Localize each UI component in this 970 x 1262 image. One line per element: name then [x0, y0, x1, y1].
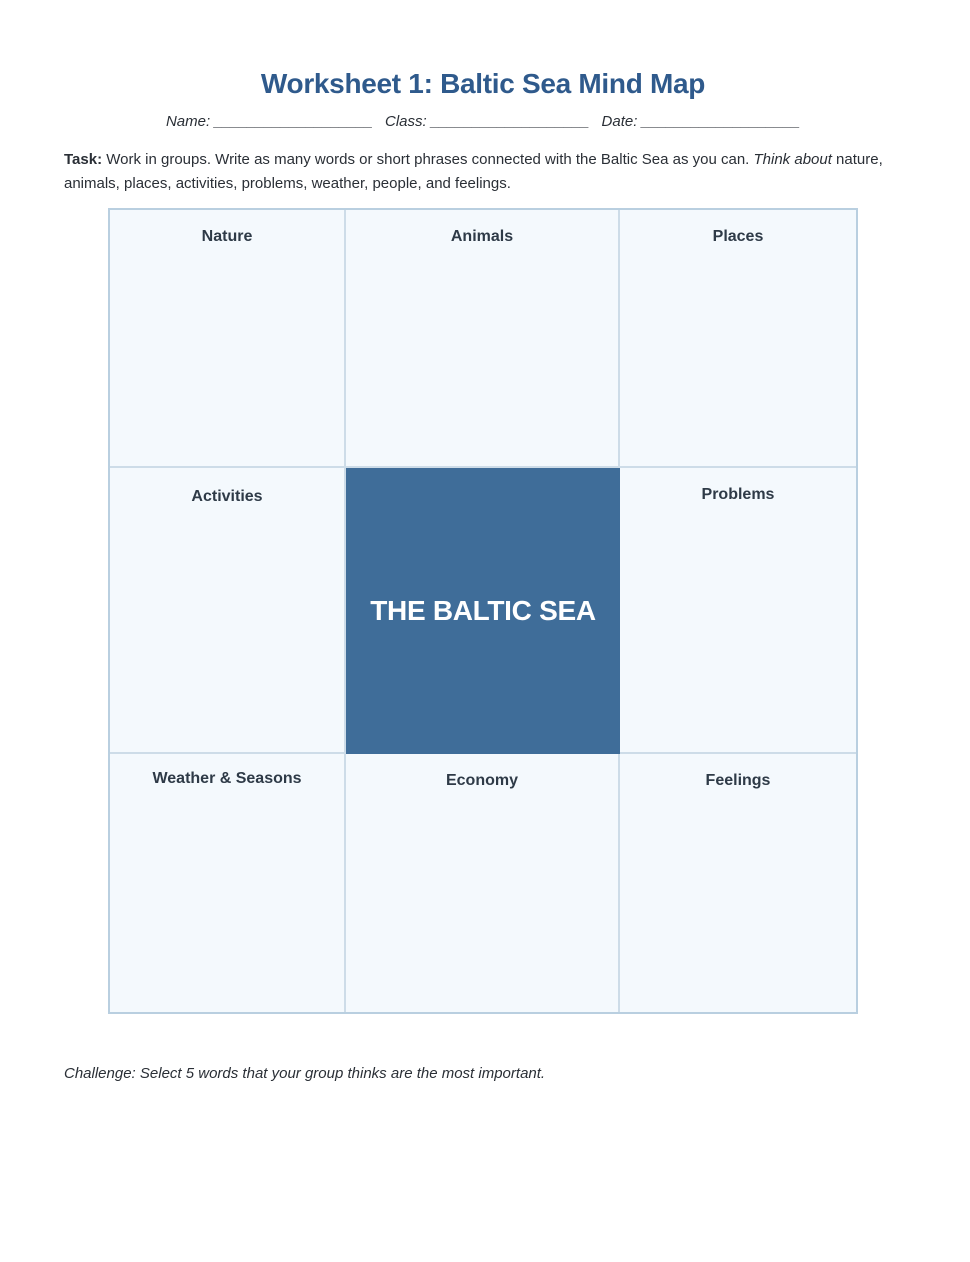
category-label-feelings: Feelings [705, 772, 771, 789]
category-label-activities: Activities [191, 488, 263, 505]
worksheet-title: Worksheet 1: Baltic Sea Mind Map [260, 68, 706, 99]
date-field[interactable]: Date: ___________________ [601, 113, 801, 130]
category-box-activities[interactable] [110, 468, 346, 754]
category-box-feelings[interactable] [620, 754, 856, 1012]
center-topic-box [346, 468, 620, 754]
task-label: Task: [64, 151, 103, 168]
category-label-problems: Problems [701, 486, 775, 503]
category-box-places[interactable] [620, 210, 856, 468]
name-field[interactable]: Name: ___________________ [165, 113, 373, 130]
category-box-problems[interactable] [620, 468, 856, 754]
challenge-text: Challenge: Select 5 words that your group thinks are the most important. [64, 1065, 546, 1082]
task-text: Work in groups. Write as many words or short phrases connected with the Baltic Sea as you can. [102, 151, 754, 168]
category-box-economy[interactable] [346, 754, 620, 1012]
task-text-continued: nature, animals, places, activities, problems, weather, people, and feelings. [64, 151, 883, 192]
category-label-economy: Economy [445, 772, 518, 789]
class-field[interactable]: Class: ___________________ [384, 113, 590, 130]
task-instructions [64, 148, 904, 196]
category-label-nature: Nature [201, 228, 253, 245]
category-box-nature[interactable] [110, 210, 346, 468]
student-info-line [0, 113, 966, 130]
mind-map-grid [108, 208, 858, 1014]
category-box-weather-seasons[interactable] [110, 754, 346, 1012]
category-label-weather-seasons: Weather & Seasons [152, 770, 302, 787]
category-box-animals[interactable] [346, 210, 620, 468]
center-topic-label: THE BALTIC SEA [370, 595, 596, 626]
category-label-animals: Animals [450, 228, 514, 245]
category-label-places: Places [712, 228, 764, 245]
task-italic-text: Think about [753, 151, 832, 168]
